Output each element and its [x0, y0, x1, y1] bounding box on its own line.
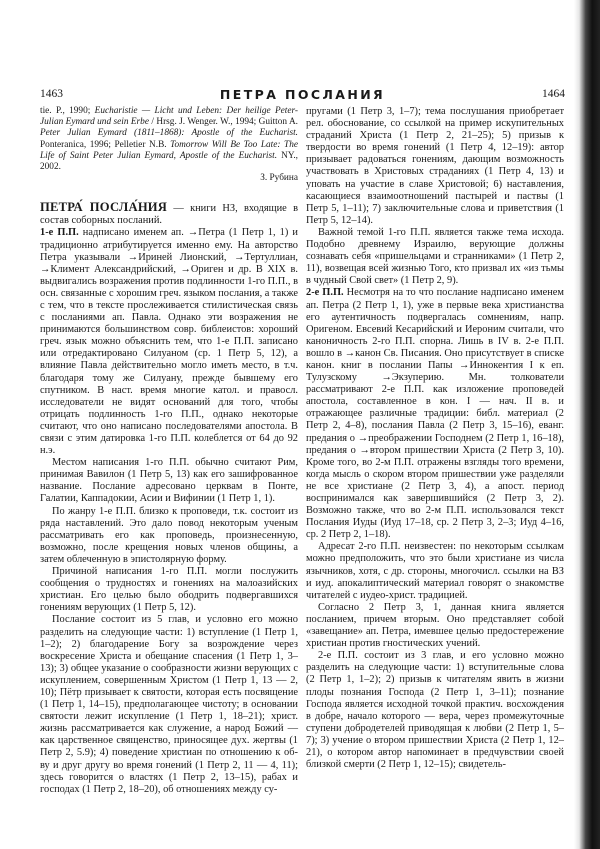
section-1-label: 1-е П.П. [40, 227, 79, 239]
right-column [306, 106, 564, 771]
bib-text: tie. P., 1990; [40, 106, 95, 116]
paragraph-text: надписано именем ап. →Петра (1 Петр 1, 1) и традиционно атрибутируется именно ему. На авторство Петра указывали →Ириней Лионский, →Тертуллиан, →Климент Александрийский, →Ориген и др. В XIX в. выдвигались возражения против подлинности 1-го П.П., в осн. связанные с хорошим греч. языком послания, а также с тем, что в тексте прослеживается стилистическая связь с посланиями ап. Павла. Однако эти возражения не принимаются большинством совр. библеистов: хороший греч. язык можно объяснить тем, что 1-е П.П. записано или отредактировано Силуаном (ср. 1 Петр 5, 12), а влияние Павла действительно могло иметь место, в т.ч. благодаря тому же Силуану, прежде бывшему его спутником. В наст. время многие катол. и правосл. исследователи не видят оснований для того, чтобы отрицать подлинность 1-го П.П., однако некоторые считают, что оно написано последователями апостола. В связи с этим датировка 1-го П.П. колеблется от 64 до 92 н.э. [40, 227, 298, 457]
bib-text: Ponteranica, 1996; Pelletier N.B. [40, 139, 171, 150]
paragraph: Согласно 2 Петр 3, 1, данная книга является посланием, причем вторым. Оно представляет собой «завещание» ап. Петра, имевшее целью предостережение христиан против гностических учений. [306, 601, 564, 650]
paragraph: 2-е П.П. состоит из 3 глав, и его условно можно разделить на следующие части: 1) вступительные слова (2 Петр 1, 1–2); 2) призыв к читателям явить в жизни плоды познания Господа (2 Петр 1, 3–11); познание Господа является исходной точкой практич. восхождения в добре, начало которого — вера, через промежуточные ступени добродетелей приводящая к любви (2 Петр 1, 5–7); 3) учение о втором пришествии Христа (2 Петр 1, 12–21), о котором автор напоминает в предчувствии своей близкой смерти (2 Петр 1, 12–15); свидетель- [306, 650, 564, 771]
page-number-left: 1463 [40, 88, 63, 100]
author-signature: З. Рубина [260, 173, 298, 184]
paragraph: По жанру 1-е П.П. близко к проповеди, т.к. состоит из ряда наставлений. Это дало повод некоторым ученым рассматривать его как проповедь, произнесенную, возможно, после крещения новых членов общины, а затем облеченную в эпистолярную форму. [40, 505, 298, 565]
paragraph-continued: пругами (1 Петр 3, 1–7); тема послушания приобретает рел. обоснование, со ссылкой на пример искупительных страданий Христа (1 Петр 2, 21–25); 5) призыв к твердости во время гонений (1 Петр 4, 12–19): автор призывает радоваться гонениям, дающим возможность участвовать в Христовых страданиях (1 Петр 4, 13) и уповать на участие в славе Христовой; 6) наставления, касающиеся взаимоотношений пастырей и паствы (1 Петр 5, 1–11); 7) заключительные слова и приветствия (1 Петр 5, 12–14). [306, 106, 564, 226]
paragraph: Причиной написания 1-го П.П. могли послужить сообщения о трудностях и гонениях на малоазийских христиан. Его целью было ободрить подвергавшихся гонениям верующих (1 Петр 5, 12). [40, 566, 298, 614]
page-number-right: 1464 [542, 88, 565, 100]
paragraph: Послание состоит из 5 глав, и условно его можно разделить на следующие части: 1) вступление (1 Петр 1, 1–2); 2) благодарение Богу за возрождение через воскресение Христа и обещание спасения (1 Петр 1, 3–13); 3) общее указание о сообразности жизни верующих с искуплением, совершенным Христом (1 Петр 1, 13 — 2, 10); Пётр призывает к святости, которая есть посвящение (1 Петр 1, 14–15), предполагающее чистоту; в основании святости лежит искупление (1 Петр 1, 18–21); христ. жизнь рассматривается как служение, а народ Божий — как царственное священство, приносящее дух. жертвы (1 Петр 2, 5.9); 4) поведение христиан по отношению к об-ву и друг другу во время гонений (1 Петр 2, 11 — 4, 11); здесь говорится о властях (1 Петр 2, 13–15), рабах и господах (1 Петр 2, 18–20), об отношениях между су- [40, 614, 298, 795]
paragraph: Адресат 2-го П.П. неизвестен: по некоторым ссылкам можно предположить, что это были христиане из числа язычников, хотя, с др. стороны, многочисл. ссылки на ВЗ и иуд. апокалиптический материал говорят о знакомстве читателей с иудео-христ. традицией. [306, 541, 564, 601]
section-1-paragraph [40, 227, 298, 457]
bib-text: NY., 2002. [40, 150, 298, 173]
article-intro [40, 201, 298, 227]
definition: — книги НЗ, входящие в состав соборных посланий. [40, 203, 298, 227]
section-2-paragraph [306, 287, 564, 541]
left-column [40, 106, 298, 796]
bib-text: / Hrsg. J. Wenger. W., 1994; Guitton A. [148, 117, 298, 128]
paragraph: Важной темой 1-го П.П. является также тема исхода. Подобно древнему Израилю, верующие должны сознавать себя «пришельцами и странниками» (1 Петр 2, 11), возвещая всей жизнью Того, кто призвал их «из тьмы в чудный Свой свет» (1 Петр 2, 9). [306, 226, 564, 287]
running-title: ПЕТРА ПОСЛАНИЯ [219, 87, 386, 102]
paragraph: Местом написания 1-го П.П. обычно считают Рим, принимая Вавилон (1 Петр 5, 13) как его зашифрованное название. Послание адресовано церквам в Понте, Галатии, Каппадокии, Асии и Вифинии (1 Петр 1, 1). [40, 457, 298, 505]
bib-title: Peter Julian Eymard (1811–1868): Apostle of the Eucharist. [40, 128, 298, 139]
running-header [40, 88, 565, 104]
bibliography [40, 106, 298, 173]
headword: ПЕТРА́ ПОСЛА́НИЯ [40, 200, 168, 215]
scan-edge [574, 0, 600, 849]
section-2-label: 2-е П.П. [306, 287, 344, 299]
paragraph-text: Несмотря на то что послание надписано именем ап. Петра (2 Петр 1, 1), уже в первые века христианства его аутентичность подвергалась сомнениям, напр. Оригеном. Евсевий Кесарийский и Иероним считали, что каноничность 2-го П.П. спорна. Лишь в IV в. 2-е П.П. вошло в →канон Св. Писания. Оно присутствует в списке канон. книг в послании Папы →Иннокентия I к еп. Тулузскому →Экзуперию. Мн. толкователи рассматривают 2-е П.П. как изложение проповедей апостола, составленное в кон. I — нач. II в. и отражающее различные традиции: библ. материал (2 Петр 2, 4–8), послания Павла (2 Петр 3, 15–16), еванг. предания о →преображении Господнем (2 Петр 1, 16–18), предания о →втором пришествии Христа (2 Петр 3, 10). Кроме того, во 2-м П.П. отражены взгляды того времени, когда мысль о скором втором пришествии уже разделяли не все христиане (2 Петр 3, 4), а апост. период воспринимался как завершившийся (2 Петр 3, 2). Возможно также, что во 2-м П.П. использовался текст Послания Иуды (Иуд 17–18, ср. 2 Петр 3, 2–3; Иуд 4–16, ср. 2 Петр 2, 1–18). [306, 287, 564, 541]
bib-title: Eucharistie — Licht und Leben: Der heilige Peter-Julian Eymard und sein Erbe [40, 106, 298, 128]
bib-title: Tomorrow Will Be Too Late: The Life of Saint Peter Julian Eymard, Apostle of the Eucharist. [40, 139, 298, 161]
